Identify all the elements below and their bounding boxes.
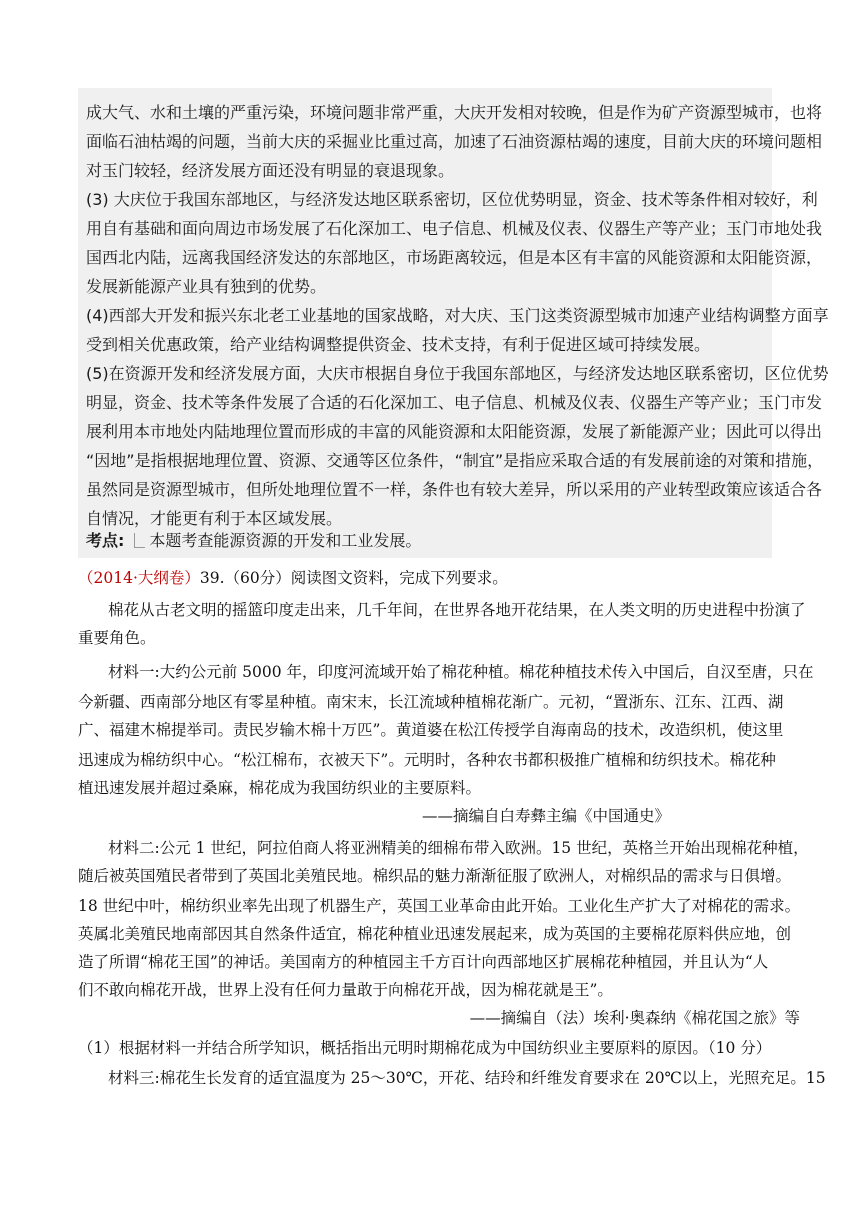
material1-line: 今新疆、西南部分地区有零星种植。南宋末，长江流域种植棉花渐广。元初，“置浙东、江东、江西、湖 <box>78 693 784 711</box>
answer-line: 受到相关优惠政策，给产业结构调整提供资金、技术支持，有利于促进区域可持续发展。 <box>86 335 711 354</box>
answer-line: 展利用本市地处内陆地理位置而形成的丰富的风能资源和太阳能资源，发展了新能源产业；因此可以得出 <box>86 422 823 441</box>
question-intro: 39.（60分）阅读图文资料，完成下列要求。 <box>199 569 508 587</box>
answer-line: (5)在资源开发和经济发展方面，大庆市根据自身位于我国东部地区，与经济发达地区联系密切，区位优势 <box>86 364 829 383</box>
material2-attribution: ——摘编自（法）埃利·奥森纳《棉花国之旅》等 <box>469 1009 800 1027</box>
material2-line: 材料二:公元 1 世纪，阿拉伯商人将亚洲精美的细棉布带入欧洲。15 世纪，英格兰开始出现棉花种植， <box>108 839 809 857</box>
answer-line: 虽然同是资源型城市，但所处地理位置不一样，条件也有较大差异，所以采用的产业转型政策应该适合各 <box>86 480 823 499</box>
intro-paragraph-line: 重要角色。 <box>78 629 156 647</box>
question-header <box>78 566 508 588</box>
answer-line: 面临石油枯竭的问题，当前大庆的采掘业比重过高，加速了石油资源枯竭的速度，目前大庆的环境问题相 <box>86 132 823 151</box>
material2-line: 英属北美殖民地南部因其自然条件适宜，棉花种植业迅速发展起来，成为英国的主要棉花原料供应地，创 <box>78 925 792 943</box>
answer-line: 明显，资金、技术等条件发展了合适的石化深加工、电子信息、机械及仪表、仪器生产等产业；玉门市发 <box>86 393 823 412</box>
answer-line: “因地”是指根据地理位置、资源、交通等区位条件，“制宜”是指应采取合适的有发展前途的对策和措施， <box>86 451 824 470</box>
material2-line: 造了所谓“棉花王国”的神话。美国南方的种植园主千方百计向西部地区扩展棉花种植园，并且认为“人 <box>78 953 769 971</box>
answer-line: 用自有基础和面向周边市场发展了石化深加工、电子信息、机械及仪表、仪器生产等产业；玉门市地处我 <box>86 219 823 238</box>
material3-line: 材料三:棉花生长发育的适宜温度为 25～30℃，开花、结玲和纤维发育要求在 20℃以上，光照充足。15 <box>108 1069 826 1087</box>
kaodian-label: 考点: <box>86 531 125 550</box>
sub-question-1: （1）根据材料一并结合所学知识，概括指出元明时期棉花成为中国纺织业主要原料的原因。（10 分） <box>78 1039 772 1057</box>
material1-line: 迅速成为棉纺织中心。“松江棉布，衣被天下”。元明时，各种农书都积极推广植棉和纺织技术。棉花种 <box>78 751 776 769</box>
material1-attribution: ——摘编自白寿彝主编《中国通史》 <box>421 807 670 825</box>
scanned-answer-block <box>78 88 829 558</box>
material1-line: 植迅速发展并超过桑麻，棉花成为我国纺织业的主要原料。 <box>78 779 482 797</box>
material2-line: 们不敢向棉花开战，世界上没有任何力量敢于向棉花开战，因为棉花就是王”。 <box>78 981 613 999</box>
answer-line: 国西北内陆，远离我国经济发达的东部地区，市场距离较远，但是本区有丰富的风能资源和太阳能资源， <box>86 248 823 267</box>
answer-line: (3) 大庆位于我国东部地区，与经济发达地区联系密切，区位优势明显，资金、技术等条件相对较好，利 <box>86 190 818 209</box>
question-source: （2014·大纲卷） <box>78 569 200 587</box>
kaodian-row <box>86 528 421 551</box>
intro-paragraph-line: 棉花从古老文明的摇篮印度走出来，几千年间，在世界各地开花结果，在人类文明的历史进程中扮演了 <box>108 601 806 619</box>
answer-line: 成大气、水和土壤的严重污染，环境问题非常严重，大庆开发相对较晚，但是作为矿产资源型城市，也将 <box>86 103 823 122</box>
kaodian-text: 本题考查能源资源的开发和工业发展。 <box>149 531 422 550</box>
answer-line: 发展新能源产业具有独到的优势。 <box>86 277 327 296</box>
answer-line: 自情况，才能更有利于本区域发展。 <box>86 509 343 528</box>
material1-line: 广、福建木棉提举司。责民岁输木棉十万匹”。黄道婆在松江传授学自海南岛的技术，改造织机，使这里 <box>78 721 784 739</box>
material1-line: 材料一:大约公元前 5000 年，印度河流域开始了棉花种植。棉花种植技术传入中国后，自汉至唐，只在 <box>108 663 814 681</box>
material2-line: 随后被英国殖民者带到了英国北美殖民地。棉织品的魅力渐渐征服了欧洲人，对棉织品的需求与日俱增。 <box>78 867 792 885</box>
answer-line: (4)西部大开发和振兴东北老工业基地的国家战略，对大庆、玉门这类资源型城市加速产业结构调整方面享 <box>86 306 829 325</box>
cursor-mark-icon <box>134 533 145 548</box>
answer-line: 对玉门较轻，经济发展方面还没有明显的衰退现象。 <box>86 161 455 180</box>
material2-line: 18 世纪中叶，棉纺织业率先出现了机器生产，英国工业革命由此开始。工业化生产扩大了对棉花的需求。 <box>78 897 801 915</box>
